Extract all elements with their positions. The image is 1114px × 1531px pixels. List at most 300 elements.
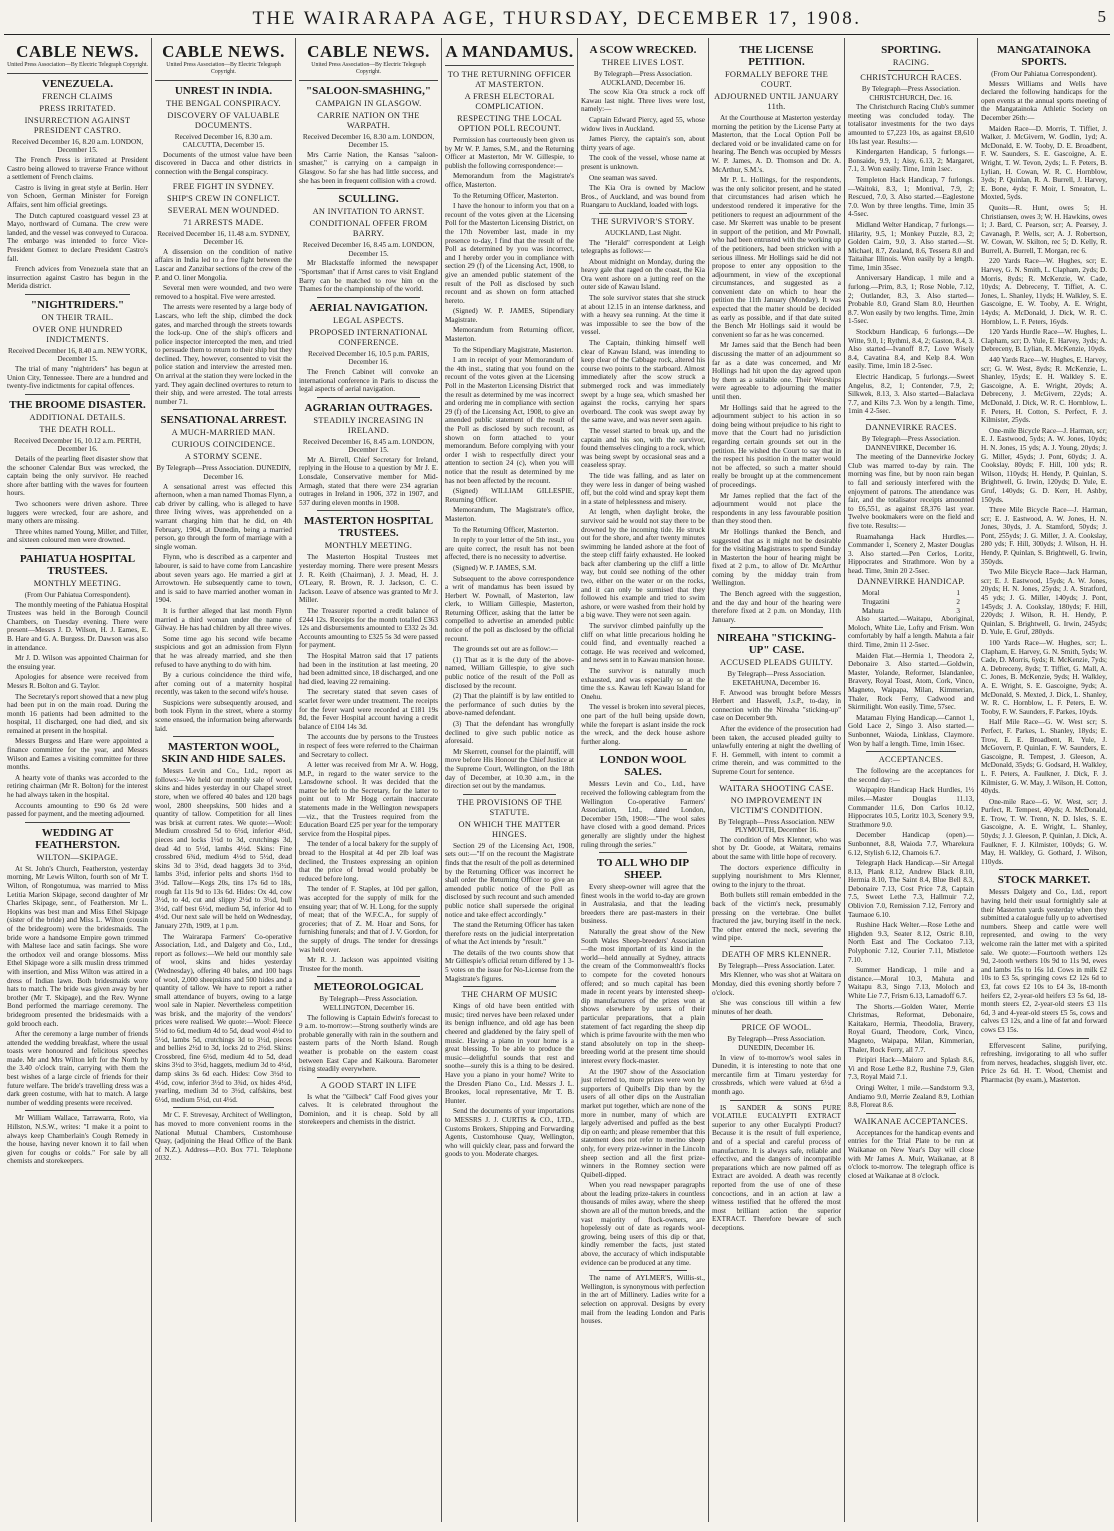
section-heading: CABLE NEWS.: [16, 42, 139, 61]
article-paragraph: About midnight on Monday, during the heavy gale that raged on the coast, the Kia Ora went ashore on a jutting reef on the outer side of Kawau Island.: [581, 257, 705, 292]
article-paragraph: The following is Captain Edwin's forecast to 9 a.m. to-morrow:—Strong southerly winds are probable generally with rain in the southern and eastern parts of the North Island. Rough weather is probable on the eastern coast between East Cape and Kaikoura. Barometer rising steadily everywhere.: [299, 1013, 438, 1074]
article-paragraph: Messrs Dalgety and Co., Ltd., report having held their usual fortnightly sale at their Masterton yards yesterday when they submitted a catalogue fully up to advertised numbers. Sheep and cattle were well represented, and owing to the very welcome rain the latter met with a spirited sale. We quote:—Fourtooth wethers 12s 9d, 2-tooth wethers 10s 9d to 11s 9d, ewes and lambs 15s to 16s 1d. Cows in milk £2 10s to £3 5s, springing cows £2 12s 6d to £3, fat cows £2 10s to £4 3s, 18-month heifers £2, 2-year-old heifers £3 5s 6d, 18-month steers £2, 2-year-old steers £3 11s 6d, 3 and 4-year-old steers £5 5s, cows and calves £3 12s, and a line of fat and forward cows £3 15s.: [981, 888, 1107, 1034]
dateline: Received December 16, 10.5 p.m. PARIS, December 16.: [307, 349, 430, 367]
article-subheading: FREE FIGHT IN SYDNEY.: [172, 181, 275, 191]
dateline: By Telegraph—Press Association. EKETAHUNA, December 16.: [727, 670, 826, 688]
article-paragraph: The Bench agreed with the suggestion, and the day and hour of the hearing were therefore fixed at 2 p.m. on Monday, 11th January.: [712, 590, 841, 624]
divider: [25, 1110, 130, 1111]
article-paragraph: After the ceremony a large number of friends attended the wedding breakfast, where the usual toasts were honoured and felicitous speeches made. Mr and Mrs Wilton left for the North by the 3.40 o'clock train, carrying with them the best wishes of a large circle of friends for their future welfare. The bride's travelling dress was a dark green costume, with hat to match. A large number of wedding presents were received.: [7, 1030, 148, 1107]
advertisement: Effervescent Saline, purifying, refreshing, invigorating to all who suffer from nerves, headaches, sluggish liver, etc. Price 2s 6d. H. T. Wood, Chemist and Pharmacist (by exam.), Masterton.: [981, 1041, 1107, 1084]
article-heading: MASTERTON WOOL, SKIN AND HIDE SALES.: [161, 741, 286, 766]
article-heading: UNREST IN INDIA.: [174, 84, 273, 97]
article-paragraph: Mr James replied that the fact of the adjournment would not place the respondents in any less favourable position than they stood then.: [712, 491, 841, 526]
article-subheading: A MUCH-MARRIED MAN.: [171, 428, 276, 438]
divider: [25, 822, 130, 823]
article-subheading: LEGAL ASPECTS.: [333, 315, 404, 325]
article-paragraph: To the Returning Officer, Masterton.: [453, 191, 559, 200]
article-subheading: SHIP'S CREW IN CONFLICT.: [166, 193, 281, 203]
article-paragraph: French advices from Venezuela state that an insurrection against Castro has begun in the Merida district.: [7, 265, 148, 291]
article-paragraph: Flynn, who is described as a carpenter and labourer, is said to have come from Lancashire about seven years ago. He married a girl at Arrowtown. He subsequently came to town, and is said to have married another woman in 1904.: [155, 553, 292, 605]
article-paragraph: Three whites named Young, Miller, and Tiller, and sixteen coloured men were drowned.: [7, 527, 148, 545]
advertisement: The name of AYLMER'S, Willis-st., Wellington, is synonymous with perfection in the art of Millinery. Ladies write for a selection on approval. Designs by every mail from the leading London and Paris houses.: [581, 1274, 705, 1326]
article-heading: NIREAHA "STICKING-UP" CASE.: [717, 632, 836, 657]
article-paragraph: Mr P. L. Hollings, for the respondents, was the only solicitor present, and he stated that circumstances had arisen which he understood rendered it imperative for the petitioners to request an adjournment of the case. Mr Skerrett was unable to be present in support of the petition, and Mr Pownall, who had been entrusted with the working up of the petitioners, had been stricken with a serious illness. Mr Hollings said he did not propose to enter any opposition to the adjournment, in view of the exceptional circumstances, and suggested as a convenient date on which to hear the petition the 11th January (Monday). It was expected that the matter should be decided as early as possible, and if that date suited the Bench Mr Hollings said it would be convenient so far as he was concerned.: [712, 176, 841, 339]
article-paragraph: Every sheep-owner will agree that the finest wools in the world to-day are grown in Australasia, and that the leading breeders there are past-masters in their business.: [581, 883, 705, 926]
placing: 2: [956, 598, 960, 607]
article-paragraph: Mr Blackstaffe informed the newspaper "Sportsman" that if Arnst cares to visit England Barry can be matched to row him on the Thames for the championship of the world.: [299, 259, 438, 294]
handicap-entry: 120 Yards Hurdle Race—W. Hughes, L. Clapham, scr; D. Yule, E. Harvey, 3yds; A. Debreceny, B. Lylian, R. McKenzie, 10yds.: [981, 328, 1107, 354]
article-heading: "SALOON-SMASHING,": [306, 84, 431, 97]
column-4: [442, 38, 578, 1522]
article-subheading: PROPOSED INTERNATIONAL CONFERENCE.: [309, 327, 428, 347]
divider: [463, 794, 556, 795]
dateline: By Telegraph—Press Association. CHRISTCHURCH, Dec. 16.: [861, 85, 961, 102]
divider: [173, 736, 274, 737]
result-row: [848, 589, 974, 598]
article-paragraph: The Kia Ora is owned by Maclow Bros., of Auckland, and was bound from Ruangaru to Auckland, loaded with logs.: [581, 184, 705, 210]
columns: [4, 35, 1110, 1522]
dateline: Received December 16, 8.20 a.m. LONDON, December 15.: [11, 137, 144, 155]
article-subheading: STEADILY INCREASING IN IRELAND.: [313, 415, 424, 435]
dateline: By Telegraph—Press Association. Later.: [718, 961, 835, 970]
divider: [25, 548, 130, 549]
article-paragraph: Some time ago his second wife became suspicious and got an admission from Flynn that he was already married, and she then refused to have anything to do with him.: [155, 634, 292, 669]
article-paragraph: Memorandum from Returning officer, Masterton.: [445, 326, 574, 344]
article-paragraph: Two schooners were driven ashore. Three luggers were wrecked, four are ashore, and many others are missing.: [7, 500, 148, 526]
article-subheading: PRESS IRRITATED.: [39, 103, 116, 113]
article-paragraph: The tender of F. Staples, at 10d per gallon, was accepted for the supply of milk for the ensuing year; that of W. H. Long, for the supply of meat; that of the W.F.C.A., for supply of groceries; that of Z. M. Hoar and Sons, for furnishing funerals; and that of J. V. Gordon, for the supply of drugs. The tender for dressings was held over.: [299, 885, 438, 954]
divider: [173, 1107, 274, 1108]
article-paragraph: Mrs Carrie Nation, the Kansas "saloon-smasher," is carrying on a campaign in Glasgow. So far she has had little success, and she has been in frequent collision with a crowd.: [299, 150, 438, 185]
article-heading: VENEZUELA.: [41, 77, 114, 90]
article-paragraph: Naturally the great show of the New South Wales Sheep-breeders' Association—the most important of its kind in the world—held annually at Sydney, attracts the cream of the Commonwealth's flocks to compete for the coveted honours offered; and so much capital has been made in recent years by interested sheep-dip manufacturers of the prizes won at shows elsewhere by users of their particular preparations, that a plain statement of fact regarding the sheep dip which is prime favourite with the men who stand absolutely on top in the sheep-breeding world at the present time should interest every flock-master.: [581, 928, 705, 1065]
article-subheading: MONTHLY MEETING.: [324, 541, 413, 551]
article-paragraph: The Captain, thinking himself well clear of Kawau Island, was intending to keep clear of the Cabbage rock, altered his course two points to the starboard. Almost immediately after the scow struck a submerged rock and was immediately swept by a huge sea, which smashed her against the rocks, carrying her spars overboard. The cook was swept away by the same wave, and was never seen again.: [581, 339, 705, 425]
divider: [173, 409, 274, 410]
article-paragraph: The survivor is naturally much exhausted, and was especially so at the time the s.s. Kawau left Kawau Island for Onehu.: [581, 667, 705, 701]
article-paragraph: Messrs Levin and Co., Ltd., have received the following cablegram from the Wellington Co-operative Farmers' Association, Ltd., dated London, December 15th, 1908:—"The wool sales have closed with a good demand. Prices generally are slightly under the highest ruling through the series.": [581, 780, 705, 849]
race-heading: DANNEVIRKE HANDICAP.: [857, 577, 965, 587]
result-table: [848, 589, 974, 615]
article-paragraph: The trial of many "nightriders" has begun at Union City, Tennessee. There are a hundred and twenty-five indictments for capital offences.: [7, 365, 148, 391]
article-heading: CHRISTCHURCH RACES.: [860, 73, 962, 82]
section-heading: CABLE NEWS.: [162, 42, 285, 61]
article-paragraph: The "Herald" correspondent at Leigh telegraphs as follows:—: [581, 238, 705, 256]
column-8: [978, 38, 1110, 1522]
article-paragraph: The stand the Returning Officer has taken therefore rests on the judicial interpretation of what the Act intends by "result.": [445, 921, 574, 947]
article-paragraph: The sole survivor states that she struck at about 12.15 in an intense darkness, and with a heavy sea running. At the time it was impossible to see the bow of the vessel.: [581, 294, 705, 337]
dateline: Received December 16, 8.30 a.m. LONDON, December 15.: [302, 132, 435, 150]
column-5: [578, 38, 709, 1522]
article-paragraph: (Signed) W. P. JAMES, Stipendiary Magistrate.: [445, 307, 574, 324]
article-paragraph: Apologies for absence were received from Messrs R. Bolton and G. Taylor.: [7, 673, 148, 690]
divider: [599, 1270, 687, 1271]
article-paragraph: A hearty vote of thanks was accorded to the retiring chairman (Mr R. Bolton) for the interest he had always taken in the hospital.: [7, 773, 148, 800]
divider: [999, 1038, 1089, 1039]
article-subheading: THREE LIVES LOST.: [601, 58, 685, 67]
handicap-entry: Quoits—R. Hunt, owes 5; H. Christiansen, owes 3; W. H. Hawkins, owes 1; J. Bard, C. Pearson, scr; A. Pearsey, J. Cavanagh, P. Wells, scr; A. J. Robertson, W. Cowan, W. Skilton, rec 5; D. Kelly, R. Burrell, A. Burrell, T. Morgan, rec 6.: [981, 203, 1107, 255]
article-subheading: ADJOURNED UNTIL JANUARY 11th.: [714, 92, 839, 111]
article-paragraph: At length, when daylight broke, the survivor said he would not stay there to be drowned by the incoming tide. He struck out for the shore, and after twenty minutes swimming he landed ashore at the foot of the steep cliff fairly exhausted. He looked back after clambering up the cliff a little way, but could see nothing of the other two, either on the water or on the rocks, and it can only be surmised that they followed his example and tried to swim ashore, or were washed from their hold by a big wave. They were not seen again.: [581, 508, 705, 620]
wire-credit: United Press Association—By Electric Telegraph Copyright.: [311, 62, 426, 75]
article-subheading: FORMALLY BEFORE THE COURT.: [724, 70, 829, 89]
article-paragraph: Castro is living in great style at Berlin. Herr von Schoen, German Minister for Foreign Affairs, sent him official greetings.: [7, 183, 148, 209]
race-result: Templeton Hack Handicap, 7 furlongs.—Waitoki, 8.3, 1; Montival, 7.9, 2; Rescued, 7.0, 3. Also started.—Eaglestone 7.0. Won by three lengths. Time, 1min 35 4-5sec.: [848, 175, 974, 219]
article-paragraph: (1) That as it is the duty of the above-named, William Gillespie, to give such public notice of the result of the Poll as disclosed by the recount.: [445, 655, 574, 690]
article-paragraph: Mr Skerrett, counsel for the plaintiff, will move before His Honour the Chief Justice at the Supreme Court, Wellington, on the 18th day of December, at 10.30 a.m., in the direction set out by the mandamus.: [445, 747, 574, 791]
article-paragraph: The Treasurer reported a credit balance of £244 12s. Receipts for the month totalled £363 12s and disbursements amounted to £332 2s 3d. Accounts amounting to £325 5s 3d were passed for payment.: [299, 607, 438, 650]
article-paragraph: The meeting of the Dannevirke Jockey Club was marred to-day by rain. The morning was fine, but by noon rain began to fall and seriously interfered with the enjoyment of patrons. The attendance was fair, and the totalisator receipts amounted to £6,551, as against £8,376 last year. Twelve bookmakers were on the field and five tote. Results:—: [848, 453, 974, 530]
article-heading: TO ALL WHO DIP SHEEP.: [596, 857, 690, 882]
race-result: Ruamahanga Hack Hurdles.—Commander 1, Scenery 2, Master Douglas 3. Also started.—Pen Cerlos, Loritz, Hippocrates and Strathmore. Won by a head. Time, 3min 20 2-5sec.: [848, 532, 974, 575]
divider: [25, 394, 130, 395]
article-paragraph: The Wairarapa Farmers' Co-operative Association, Ltd., and Dalgety and Co., Ltd., report as follows:—We held our monthly sale of wool, skins and hides yesterday (Wednesday), offering 40 bales, and 100 bags of wool, 2,000 sheepskins and 500 hides and a quantity of tallow. We have to report a rather small attendance of buyers, owing to a large wool sale in Napier. Nevertheless competition was brisk, and the majority of the vendors' prices were realised. We quote:—Wool: Fleece 5½d to 6d, medium 4d to 5d, dead wool 4½d to 5½d, lambs 5d, crutchings 3d to 3½d, pieces and bellies 2½d to 3d, locks 2d to 2½d. Skins: Crossbred, fine 6½d, medium 4d to 5d, dead skins 3½d to 3½d, haggets, medium 3d to 4½d, damp skins 3s 6d each. Hides: Cow 3½d to 4½d, cow, inferior 3½d to 3¾d, ox hides 4½d, yearling, medium 3d to 3½d, calfskins, best 6½d, medium 5½d, cut 4½d.: [155, 932, 292, 1104]
article-subheading: CURIOUS COINCIDENCE.: [171, 440, 276, 450]
article-heading: PRICE OF WOOL.: [741, 1023, 812, 1033]
correspondent-credit: (From Our Pahiatua Correspondent).: [24, 590, 131, 599]
article-paragraph: At St. John's Church, Featherston, yesterday morning, Mr Lewis Wilton, fourth son of Mr T. Wilton, of Rongotumua, was married to Miss Letitia Marion Skipage, second daughter of Mr Charles Skipage, senr., of Featherston. Mr L. Hopkins was best man and Miss Ethel Skipage (sister of the bride) and Miss L. Wilton (cousin of the bridegroom) were the bridesmaids. The bride wore a handsome Empire gown trimmed with Maltese lace and satin facings. She wore the orthodox veil and orange blossoms. Miss Ethel Skipage wore a silk muslin dress trimmed with insertion, and Miss Wilton was attired in a dress of Indian lawn. Both bridesmaids wore hats to match. The bride was given away by her brother (Mr T. Skipage), and the Rev. Wynne Bond performed the marriage ceremony. The bridegroom presented the bridesmaids with a gold brooch each.: [7, 864, 148, 1028]
article-subheading: THE SURVIVOR'S STORY.: [591, 216, 695, 226]
advertisement-heading: THE CHARM OF MUSIC: [461, 990, 558, 1000]
article-paragraph: A sensational arrest was effected this afternoon, when a man named Thomas Flynn, a cab driver by calling, who is alleged to have three living wives, was apprehended on a warrant charging him that he did, on 4th February, 1904, at Dunedin, being a married person, go through the form of marriage with a single woman.: [155, 482, 292, 551]
article-paragraph: Subsequent to the above correspondence a writ of mandamus has been issued by Herbert W. Pownall, of Masterton, law clerk, to William Gillespie, Masterton, Returning Officer, asking that the latter be compelled to advertise an amended public notice of the poll as disclosed by the official recount.: [445, 574, 574, 643]
placing: 1: [956, 589, 960, 598]
article-paragraph: Memorandum, The Magistrate's office, Masterton.: [445, 506, 574, 523]
dateline: By Telegraph—Press Association. DANNEVIRKE, December 16.: [861, 434, 961, 452]
acceptance-entry: Telegraph Hack Handicap.—Sir Artegal 8.13, Plank 8.12, Andrew Black 8.10, Hermia 8.10, The Saint 8.4, Blue Bell 8.3, Debonaire 7.13, Cost Price 7.8, Captain 7.5, Sweet Lethe 7.3, Hallmuir 7.2, Oblivion 7.0, Remission 7.12, Ferrory and Taumaoe 6.10.: [848, 859, 974, 919]
article-subheading: A FRESH ELECTORAL COMPLICATION.: [464, 92, 555, 111]
article-paragraph: Mr James said that the Bench had been discussing the matter of an adjournment so far as a date was concerned, and Mr Hollings had hit upon the day agreed upon by them as a suitable one. Their Worships were agreeable to adjourning the matter until then.: [712, 341, 841, 401]
dateline: By Telegraph—Press Association. AUCKLAND, December 16.: [593, 70, 693, 87]
race-result: Matamau Flying Handicap.—Cannot 1, Gold Lace 2, Singo 3. Also started.—Sunbonnet, Waioda, Linklass, Claymore. Won by half a length. Time, 1min 16sec.: [848, 713, 974, 748]
dateline: By Telegraph—Press Association. WELLINGTON, December 16.: [319, 995, 418, 1012]
article-paragraph: Section 29 of the Licensing Act, 1908, sets out:—"If on the recount the Magistrate finds that the result of the poll as determined by the Returning Officer was incorrect he shall order the Returning Officer to give an amended public notice of the Poll as disclosed by such recount and such amended public notice shall supersede the original notice and take effect accordingly.": [445, 841, 574, 919]
article-subheading: INSURRECTION AGAINST PRESIDENT CASTRO.: [24, 115, 131, 135]
article-heading: WAIKANAE ACCEPTANCES.: [853, 1116, 969, 1126]
race-result: Midland Welter Handicap, 7 furlongs.—Hilarity, 9.5, 1; Monkey Puzzle, 8.3, 2; Golden Cairn, 9.0, 3. Also started.—St. Michael, 8.7, Zealand, 8.6, Tessera 8.0 and Taitaihar Illinois. Won easily by a length. Time, 1min 35sec.: [848, 220, 974, 272]
article-paragraph: The doctors experience difficulty in supplying nourishment to Mrs Klenner, owing to the injury to the throat.: [712, 863, 841, 889]
result-row: [848, 598, 974, 607]
divider: [866, 419, 956, 420]
advertisement: IS SANDER & SONS PURE VOLATILE EUCALYPTI EXTRACT superior to any other Eucalypti Product? Because it is the result of full experience, and of a special and careful process of manufacture. It is always safe, reliable and effective, and the dangers of incompatible preparations which are now palmed off as Extract are avoided. A death was recently reported from the use of one of these concoctions, and in an action at law a witness testified that he offered the most most brilliant action the superior EXTRACT. Therefore beware of such deceptions.: [712, 1103, 841, 1232]
divider: [25, 294, 130, 295]
divider: [317, 976, 420, 977]
dateline: By Telegraph—Press Association. NEW PLYMOUTH, December 16.: [718, 817, 835, 835]
article-paragraph: The Christchurch Racing Club's summer meeting was concluded today. The totalisator investments for the two days amounted to £7,223 10s, as against £8,610 10s last year. Results:—: [848, 103, 974, 146]
article-paragraph: To the Stipendiary Magistrate, Masterton.: [453, 345, 574, 354]
article-paragraph: I have the honour to inform you that on a recount of the votes given at the Licensing Poll for the Masterton Licensing District, on the 17th November last, made in my presence to-day, I find that the result of the Poll as determined by you was incorrect, and I hereby order you in compliance with section 29 (f) of the Licensing Act, 1908, to give an amended public statement of the result of the Poll as disclosed by such recount and as shown on form attached hereto.: [445, 202, 574, 305]
article-subheading: ADDITIONAL DETAILS.: [29, 412, 126, 422]
article-paragraph: Mr J. D. Wilson was appointed Chairman for the ensuing year.: [7, 654, 148, 671]
article-paragraph: The details of the two counts show that Mr Gillespie's official return differed by 1 3-5 votes on the issue for No-License from the Magistrate's figures.: [445, 948, 574, 983]
section-heading: CABLE NEWS.: [307, 42, 430, 61]
race-result: Also started.—Waitapu, Aboriginal, Moloch, White Lie, Lofty and Frism. Won comfortably by half a length. Mahuta a fair third. Time, 2min 11 2-5sec.: [848, 615, 974, 650]
article-subheading: THE DEATH ROLL.: [39, 424, 116, 434]
divider: [730, 946, 823, 947]
divider: [317, 1077, 420, 1078]
article-heading: DEATH OF MRS KLENNER.: [721, 949, 832, 959]
article-subheading: ON WHICH THE MATTER HINGES.: [458, 819, 561, 839]
article-subheading: 71 ARRESTS MADE.: [183, 217, 264, 227]
column-7: [845, 38, 978, 1522]
article-heading: METEOROLOGICAL: [313, 981, 424, 994]
article-paragraph: Mr Hollings thanked the Bench, and suggested that as it might not be desirable for the visiting Magistrates to spend Sunday in Masterton the hour of hearing might be fixed at 2 p.m., to allow of Dr. McArthur coming by the midday train from Wellington.: [712, 527, 841, 588]
article-subheading: AN INVITATION TO ARNST.: [312, 207, 425, 217]
article-paragraph: Mr R. J. Jackson was appointed visiting Trustee for the month.: [299, 956, 438, 973]
article-paragraph: The monthly meeting of the Pahiatua Hospital Trustees was held in the Borough Council Chambers, on Tuesday evening. There were present—Messrs J. D. Wilson, H. J. Eames, E. B. Hare and G. A. Burgess. Dr. Dawson was also in attendance.: [7, 600, 148, 652]
handicap-entry: One-mile Race—G. W. West, scr; J. Purfect, R. Tempest, 40yds; A. McDonald, E. Trow, T. W. Trenn, N. D. Isles, S. E. Gascoigne, A. E. Wright, L. Shanley, 50yds; J. J. Gleeson, P. Quinlan, J. Dick, A. Faulkner, F. J. Kilmister, 100yds; G. W. May, H. Walkley, G. Gothard, J. Wilson, 110yds.: [981, 797, 1107, 866]
divider: [7, 73, 148, 74]
article-paragraph: Several men were wounded, and two were removed to a hospital. Five were arrested.: [155, 284, 292, 301]
article-heading: WAITARA SHOOTING CASE.: [719, 783, 834, 793]
dateline: AUCKLAND, Last Night.: [604, 228, 682, 237]
divider: [195, 179, 252, 180]
article-paragraph: The Masterton Hospital Trustees met yesterday morning. There were present Messrs J. R. Keith (Chairman), J. J. Mead, H. J. O'Leary, R. Brown, R. J. Jackson, C. C. Jackson. Leave of absence was granted to Mr J. Miller.: [299, 553, 438, 605]
article-paragraph: The tender of a local bakery for the supply of bread to the Hospital at 4d per 2lb loaf was declined, the Trustees expressing an opinion that the price of bread would probably be reduced before long.: [299, 840, 438, 883]
article-heading: SENSATIONAL ARREST.: [160, 414, 287, 427]
handicap-entry: Two Mile Bicycle Race—Jack Harman, scr; E. J. Eastwood, 15yds; A. W. Jones, 20yds; H. N. Jones, 25yds; J. A. Stratford, 45 yds; J. G. Miller, 140yds; J. Pont, 145yds; J. A. Cookslay, 180yds; F. Hill, 220yds; J. Wilson, R. H. Hendy, P. Quinlan, S. Brightwell, G. Irwin, 245yds; D. Yule, E. Gruf, 280yds.: [981, 568, 1107, 637]
article-paragraph: The following are the acceptances for the second day:—: [848, 767, 974, 784]
page-number: 5: [1097, 7, 1106, 26]
article-heading: MASTERTON HOSPITAL TRUSTEES.: [303, 515, 434, 540]
dateline: Received December 16, 8.45 a.m. LONDON, December 15.: [302, 437, 435, 455]
article-paragraph: Accounts amounting to £90 6s 2d were passed for payment, and the meeting adjourned.: [7, 801, 148, 819]
divider: [999, 869, 1089, 870]
article-subheading: CARRIE NATION ON THE WARPATH.: [317, 110, 420, 130]
article-paragraph: Permission has courteously been given us by Mr W. P. James, S.M., and the Returning Officer at Masterton, Mr W. Gillespie, to publish the following correspondence:—: [445, 136, 574, 170]
article-subheading: ON THEIR TRAIL.: [41, 312, 114, 322]
article-paragraph: Captain Edward Piercy, aged 55, whose widow lives in Auckland.: [581, 115, 705, 133]
race-result: Kindergarten Handicap, 5 furlongs.—Bonsaide, 9.9, 1; Aisy, 6.13, 2; Margaret, 7.1, 3. Won easily. Time, 1min 1sec.: [848, 148, 974, 174]
divider: [866, 1113, 956, 1114]
acceptance-entry: Rushine Hack Welter.—Rose Lethe and Highden 9.3, Seater 8.12, Ostric 8.10, North East and The Cockatoo 7.13, Polyphonic 7.12, Courier 7.11, Mistletoe 7.10.: [848, 921, 974, 964]
article-paragraph: The secretary stated that seven cases of scarlet fever were under treatment. The receipts for the fever ward were recorded at £181 19s 8d, the Fever Hospital account having a credit balance of £104 14s 3d.: [299, 688, 438, 731]
article-paragraph: The Dutch captured coastguard vessel 23 at Mayo, northward of Cumana. The crew were landed, and the vessel was conveyed to Curacoa. The embargo was intended to force Vice-President Gomez to declare President Castro's fall.: [7, 211, 148, 263]
race-result: Electric Handicap, 5 furlongs.—Sweet Angelus, 8.2, 1; Contender, 7.9, 2; Silkwek, 8.13, 3. Also started—Balaclava 7.7, and Kilts 7.3. Won by a length. Time, 1min 4 2-5sec.: [848, 373, 974, 416]
article-heading: A SCOW WRECKED.: [589, 44, 697, 56]
dateline: Received December 16, 11.48 a.m. SYDNEY, December 16.: [157, 229, 290, 247]
acceptance-entry: The Shorts.—Golden Water, Merrie Christmas, Reformat, Debonaire, Kaitakaro, Hermia, Theodolia, Bravery, Royal Guard, Theodore, Cork, Vinco, Magneto, Waipapa, Milan, Kimmerian, Thaler, Rock Ferry, all 7.7.: [848, 1002, 974, 1054]
advertisement: Mr William Wallace, Tarrawarra, Roto, via Hillston, N.S.W., writes: "I make it a point to always keep Chamberlain's Cough Remedy in the house, having never known it to fail when given for coughs or colds." For sale by all chemists and storekeepers.: [7, 1114, 148, 1166]
divider: [299, 80, 438, 81]
article-paragraph: Documents of the utmost value have been discovered in Dacca and other districts in connection with the Bengal conspiracy.: [155, 150, 292, 176]
article-paragraph: James Piercy, the captain's son, about thirty years of age.: [581, 135, 705, 152]
column-1: [4, 38, 152, 1522]
article-paragraph: The vessel is broken into several pieces, one part of the hull being upside down, while the forepart is aslant inside the rock the wreck, and the deck house ashore further along.: [581, 703, 705, 746]
divider: [317, 297, 420, 298]
article-paragraph: Messrs Levin and Co., Ltd., report as follows:—We held our monthly sale of wool, skins and hides yesterday in our Chapel street store, when we offered 40 bales and 120 bags wool, 2800 sheepskins, 500 hides and a quantity of tallow. Competition for all lines was brisk at current rates. We quote:—Wool: Medium crossbred 5d to 6½d, inferior 4½d, pieces and locks 1½d to 3d, crutchings 3d, dead 4d to 5½d, lambs 4½d. Skins: Fine crossbred 6¾d, medium 4½d to 5½d, dead skins 3d to 3½d, dead haggets 3d to 3½d, lambs 3½d, inferior pelts and shorts 1½d to 3½d. Tallow—Kegs 20s, tins 17s 6d to 18s, rough fat 11s 9d to 13s 6d. Hides: Ox 4d, cow 3½d, to 4d, cut and slippy 2½d to 3½d, bull 3½d, calf best 6½d, medium 5d, inferior 4d to 4½d. Our next sale will be held on Wednesday, January 27th, 1909, at 1 p.m.: [155, 767, 292, 930]
article-heading: AGRARIAN OUTRAGES.: [304, 401, 433, 414]
column-3: [296, 38, 442, 1522]
advertisement: Mr C. F. Strevesay, Architect of Wellington, has moved to more convenient rooms in the National Mutual Chambers, Customhouse Quay, (adjoining the Head Office of the Bank of N.Z.). Address—P.O. Box 771. Telephone 2032.: [155, 1111, 292, 1163]
placing: 3: [956, 606, 960, 615]
article-paragraph: The French Press is irritated at President Castro being allowed to traverse France without a settlement of French claims.: [7, 155, 148, 182]
article-paragraph: The French Cabinet will convoke an international conference in Paris to discuss the legal aspects of aerial navigation.: [299, 367, 438, 394]
article-heading: WEDDING AT FEATHERSTON.: [35, 826, 120, 851]
handicap-entry: Half Mile Race—G. W. West scr; S. Perfect, F. Parkes, L. Shanley, 18yds; E. Trow, E. E. Broadbent, R. Yule, J. McGovern, P. Quinlan, F. W. Saunders, E. Gascoigne, R. Tempest, J. Gleeson, A. McDonald, 35yds; G. Godsard, H. Walkley, L. F. Peters, A. Faulkner, J. Dick, F. J. Kilmister, G. W. May, J. Wilson, H. Cotton, 40yds.: [981, 718, 1107, 796]
article-paragraph: The tide was falling, and as later on they were less in danger of being washed off, but the cold wind and spray kept them in a state of helplessness and misery.: [581, 471, 705, 506]
article-paragraph: By a curious coincidence the third wife, after coming out of a maternity hospital recently, was taken to the second wife's house.: [155, 671, 292, 697]
wire-credit: United Press Association—By Electric Telegraph Copyright.: [166, 62, 281, 75]
horse-name: Mahuta: [862, 606, 884, 615]
article-paragraph: It is further alleged that last month Flynn married a third woman under the name of Gilway. He has had children by all three wives.: [155, 606, 292, 633]
column-6: [709, 38, 845, 1522]
newspaper-title: THE WAIRARAPA AGE, THURSDAY, DECEMBER 17, 1908.: [252, 8, 862, 29]
correspondent-credit: (From Our Pahiatua Correspondent).: [991, 70, 1097, 78]
article-heading: MANGATAINOKA SPORTS.: [997, 44, 1091, 68]
article-paragraph: (3) That the defendant has wrongfully declined to give such public notice as aforesaid.: [445, 720, 574, 746]
article-paragraph: Suspicions were subsequently aroused, and both took Flynn in the street, where a stormy scene ensued, the information being afterwards laid.: [155, 698, 292, 733]
article-paragraph: Mrs Klenner, who was shot at Waitara on Monday, died this evening shortly before 7 o'clock.: [712, 971, 841, 997]
dateline: Received December 16, 8.45 a.m. LONDON, December 15.: [302, 241, 435, 258]
handicap-entry: Three Mile Bicycle Race—J. Harman, scr; E. J. Eastwood, A. W. Jones, H. N. Jones, 30yds, J. A. Stamford, 50yds; J. Pont, 255yds; J. G. Miller, J. A. Cookslay, 280 yds; F. Hill, 300yds; J. Wilson, H. H. Hendy, P. Quinlan, S. Brightwell, G. Irwin, 350yds.: [981, 506, 1107, 566]
newspaper-page: [4, 4, 1110, 1523]
advertisement: Kings of old have been entitled with music; tired nerves have been relaxed under its benign influence, and old age has been cheered and gladdened by the fairy spell of music. Having a piano in your home is a great blessing. To be able to produce the music—delightful sounds that rest and soothe—surely this is a thing to be desired. Have you a piano in your home? Write to the Dresden Piano Co., Ltd. Messrs J. L. Brookes, local representative, Mr T. B. Hunter.: [445, 1002, 574, 1105]
divider: [866, 751, 956, 752]
acceptance-entry: Waipapiro Handicap Hack Hurdles, 1½ miles.—Master Douglas 11.13, Commander 11.6, Don Carlos 10.12, Hippocrates 10.5, Loritz 10.3, Scenery 9.9, Strathmore 9.0.: [848, 786, 974, 829]
dateline: By Telegraph—Press Association. DUNEDIN, December 16.: [727, 1035, 826, 1053]
article-heading: AERIAL NAVIGATION.: [309, 301, 428, 314]
article-paragraph: She was conscious till within a few minutes of her death.: [712, 999, 841, 1016]
article-subheading: NO IMPROVEMENT IN VICTIM'S CONDITION.: [730, 795, 823, 815]
advertisement: Is what the "Gilbeck" Calf Food gives your calves. It is celebrated throughout the Dominion, and it is cheap. Sold by all storekeepers and chemists in the district.: [299, 1092, 438, 1127]
article-subheading: RESPECTING THE LOCAL OPTION POLL RECOUNT.: [457, 114, 562, 133]
result-row: [848, 607, 974, 616]
article-paragraph: A dissension on the condition of native affairs in India led to a free fight between the Lascar and Zanzibar sections of the crew of the P. and O. liner Mongolia.: [155, 247, 292, 282]
divider: [599, 749, 687, 750]
divider: [599, 852, 687, 853]
article-paragraph: The Secretary's report showed that a new plug had been put in on the main road. During the month 16 patients had been admitted to the hospital, 11 discharged, one had died, and six remained at present in the hospital.: [7, 692, 148, 735]
article-heading: ACCEPTANCES.: [878, 755, 944, 765]
article-paragraph: Acceptances for the handicap events and entries for the Trial Plate to be run at Waikanae on New Year's Day will close with Mr James A. Muir, Waikanae, at 8 o'clock to-morrow. The telegraph office is closed at Waikanae at 8 o'clock.: [848, 1128, 974, 1180]
divider: [730, 1100, 823, 1101]
article-paragraph: Mr Hollings said that he agreed to the adjournment subject to his action in so doing being without prejudice to his right to move that the Court had no jurisdiction regarding certain grounds set out in the petition. He wished the Court to say that in the respect his position in the matter would not be affected, so such a matter should really be brought up at the commencement of proceedings.: [712, 403, 841, 489]
article-subheading: FRENCH CLAIMS: [42, 91, 113, 101]
dateline: Received December 16, 8.30 a.m. CALCUTTA, December 15.: [174, 132, 273, 150]
article-paragraph: The accounts due by persons to the Trustees in respect of fees were referred to the Chairman and Secretary to collect.: [299, 733, 438, 759]
article-subheading: WILTON—SKIPAGE.: [36, 852, 119, 862]
article-paragraph: The scow Kia Ora struck a rock off Kawau last night. Three lives were lost, namely:—: [581, 88, 705, 114]
article-heading: PAHIATUA HOSPITAL TRUSTEES.: [19, 552, 136, 577]
article-heading: A MANDAMUS.: [445, 42, 574, 61]
article-paragraph: The cook of the vessel, whose name at present is unknown.: [581, 154, 705, 171]
article-heading: DANNEVIRKE RACES.: [865, 422, 957, 432]
handicap-entry: 440 Yards Race—W. Hughes, E. Harvey, scr; G. W. West, 8yds; R. McKenzie, L. Shanley, 15yds; E. H. Walkley S. E. Gascoigne, A. E. Wright, 20yds; A. Debreceny, J. McGivern, 22yds; A. McDonald, J. Dick, W. R. C. Hornblow, L. F. Peters, H. Cotton, S. Perfect, F. J. Kilmister, 25yds.: [981, 356, 1107, 425]
article-heading: THE BROOME DISASTER.: [9, 398, 146, 411]
article-paragraph: Messrs Williams and Wells have declared the following handicaps for the open events at the annual sports meeting of the Mangatainoka Athletic Society on December 26th:—: [981, 79, 1107, 122]
handicap-entry: Maiden Race—D. Morris, T. Tiffiet, J. Walker, J. McGivern, W. Godlin, 1yd; A. McDonald, E. W. Tooby, D. E. Broadbent, F. W. Saunders, S. E. Gascoigne, A. E. Wright, T. W. Tevon, 2yds; L. F. Peters, B. Lylian, H. Cowan, W. R. C. Hornblow, 3yds; P. Quinlan, R. A. Burrell, J. Harvey, E. Bone, 4yds; F. Moir, I. Smeaton, L. Moxted, 5yds.: [981, 124, 1107, 202]
acceptance-entry: Summer Handicap, 1 mile and a distance.—Moral 10.3, Mahuta and Waitapu 8.3, Singo 7.13, Moloch and White Lie 7.7, Frism 6.13, Lamadoff 6.7.: [848, 966, 974, 1000]
article-subheading: CAMPAIGN IN GLASGOW.: [315, 98, 422, 108]
article-subheading: SEVERAL MEN WOUNDED.: [167, 205, 280, 215]
handicap-entry: 220 Yards Race—W. Hughes, scr; E. Harvey, G. N. Smith, L. Clapham, 2yds; D. Morris, 8yds; R. McKenzie, W. Cade, 10yds; A. Debreceny, T. Tiffiet, A. C. Jones, L. Shanley, 11yds; H. Walkley, S. E. Gascoigne, E. W. Tooby, A. E. Wright, 14yds; A. McDonald, J. Dick, W. R. C. Hornblow, L. F. Peters, 16yds.: [981, 257, 1107, 326]
column-2: [152, 38, 296, 1522]
wire-credit: United Press Association—By Electric Telegraph Copyright.: [7, 62, 148, 68]
article-subheading: MONTHLY MEETING.: [33, 578, 122, 588]
dateline: Received December 16, 8.40 a.m. NEW YORK, December 15.: [7, 346, 148, 364]
article-subheading: THE PROVISIONS OF THE STATUTE.: [456, 797, 563, 817]
masthead: [4, 4, 1110, 35]
article-paragraph: One seaman was saved.: [589, 173, 658, 182]
divider: [155, 80, 292, 81]
article-paragraph: When you read newspaper paragraphs about the leading prize-takers in countless thousands of miles away, where the sheep shown are all of the mutton breeds, and the vast majority of flock-owners, are hopelessly out of date as regards wool-growing, being users of this dip or that, kindly remember the facts, just stated above, the accuracy of which indisputable evidence can be produced at any time.: [581, 1181, 705, 1267]
article-paragraph: F. Atwood was brought before Messrs Herbert and Haswell, J.s.P., to-day, in connection with the Nireaha "sticking-up" case on December 9th.: [712, 688, 841, 723]
divider: [317, 397, 420, 398]
article-subheading: A STORMY SCENE.: [184, 452, 263, 462]
divider: [730, 780, 823, 781]
article-paragraph: In view of to-morrow's wool sales in Dunedin, it is interesting to note that one mercantile firm at Timaru yesterday for crossbreds, which were valued at 6½d a month ago.: [712, 1053, 841, 1096]
advertisement-heading: A GOOD START IN LIFE: [320, 1080, 417, 1090]
article-paragraph: In reply to your letter of the 5th inst., you are quite correct, the result has not been affected, there is no necessity to advertise.: [445, 536, 574, 562]
section-heading: SPORTING.: [881, 44, 941, 56]
divider: [730, 627, 823, 628]
horse-name: Trugazini: [862, 598, 890, 607]
divider: [463, 986, 556, 987]
article-paragraph: After the evidence of the prosecution had been taken, the accused pleaded guilty to unlawfully entering at night the dwelling of F. H. Gemmell, with intent to commit a crime therein, and was committed to the Supreme Court for sentence.: [712, 725, 841, 776]
article-paragraph: The condition of Mrs Klenner, who was shot by Dr. Goode, at Waitara, remains about the same with little hope of recovery.: [712, 835, 841, 861]
article-paragraph: (Signed) WILLIAM GILLESPIE, Returning Officer.: [445, 487, 574, 504]
article-paragraph: The survivor climbed painfully up the cliff on what little precarious holding he could find, and eventually reached a cottage. He was received and welcomed, and news sent in to Kawau mansion house.: [581, 622, 705, 665]
article-paragraph: The arrests were resented by a large body of Lascars, who left the ship, climbed the dock gates, and marched through the streets towards the lock-up. One of the ship's officers and police inspector intercepted the men, and tried to persuade them to return to their ship but they declined. They, however, consented to visit the police station and interview the arrested men. On arrival at the station they were locked in the yard. They again declined overtures to return to their ship, and were arrested. The total arrests number 71.: [155, 303, 292, 406]
article-subheading: THE BENGAL CONSPIRACY.: [166, 98, 281, 108]
article-subheading: CONDITIONAL OFFER FROM BARRY.: [309, 219, 428, 239]
dateline: By Telegraph—Press Association. DUNEDIN, December 16.: [156, 464, 291, 482]
article-paragraph: Both bullets still remain embedded in the back of the victim's neck, presumably pressing on the vertebrae. One bullet fractured the jaw, burying itself in the neck. The other entered the neck, severing the wind pipe.: [712, 891, 841, 943]
divider: [445, 65, 574, 66]
advertisement: Send the documents of your importations to MESSRS J. J. CURTIS & CO., LTD., Customs Brokers, Shipping and Forwarding Agents, Customhouse Quay, Wellington, who will quickly clear, pass and forward the goods to you. Moderate charges.: [445, 1107, 574, 1159]
race-result: Stockburn Handicap, 6 furlongs.—De Witte, 9.0, 1; Rythmi, 8.4, 2; Gaston, 8.4, 3. Also started—Ivanoff 8.7, Love Wisely 8.4, Cavatina 8.4, and Kelp 8.4. Won easily. Time, 1min 18 2-5sec.: [848, 328, 974, 371]
acceptance-entry: Piripiri Hack—Maioro and Splash 8.6, Vi and Rose Lethe 8.2, Rushine 7.9, Glen 7.3, Royal Maid 7.1.: [848, 1056, 974, 1082]
article-subheading: ACCUSED PLEADS GUILTY.: [720, 658, 833, 668]
dateline: Received December 16, 10.12 a.m. PERTH, December 16.: [14, 436, 141, 454]
article-paragraph: The Hospital Matron said that 17 patients had been in the institution at last meeting, 20 had been admitted since, 18 discharged, and one had died, leaving 22 remaining.: [299, 651, 438, 686]
horse-name: Moral: [862, 589, 880, 598]
article-heading: SCULLING.: [338, 193, 399, 206]
article-heading: STOCK MARKET.: [997, 874, 1091, 887]
article-paragraph: To the Returning Officer, Masterton.: [453, 525, 559, 534]
acceptance-entry: December Handicap (open).—Sunbonnet, 8.8, Waioda 7.7, Wharekura 6.12, Stylish 6.12, Chamois 6.7.: [848, 831, 974, 857]
race-result: Maiden Flat.—Hermia 1, Theodora 2, Debonaire 3. Also started.—Goldwin, Master, Yolande, Reformer, Islandanlee, Bravery, Royal Toast, Atom, Cork, Vinco, Magneto, Waipapa, Milan, Kimmerian, Thaler, Rock Ferry, Cadwood and Skirmilight. Won easily. Time, 57sec.: [848, 651, 974, 712]
article-heading: LONDON WOOL SALES.: [599, 754, 687, 779]
divider: [888, 70, 934, 71]
handicap-entry: 100 Yards Race—W. Hughes, scr; L. Clapham, E. Harvey, G. N. Smith, 5yds; W. Cade, D. Morris, 6yds; R. McKenzie, 7yds; A. Debreceny, 8yds; T. Tiffiet, G. Mall, A. C. Jones, B. McKenzie, 9yds; H. Walkley, A. E. Wright, S. E. Gascoigne, 9yds; A. McDonald, S. Mexted, J. Dick, L. Shanley, W. R. C. Hornblow, L. F. Peters, E. W. Tooby, F. W. Saunders, F. Parkes, 10yds.: [981, 639, 1107, 716]
article-paragraph: Memorandum from the Magistrate's office, Masterton.: [445, 172, 574, 189]
acceptance-entry: Oringi Welter, 1 mile.—Sandstorm 9.3, Andiamo 9.0, Merrie Zealand 8.9, Lothian 8.8, Floreat 8.6.: [848, 1083, 974, 1110]
divider: [599, 213, 687, 214]
divider: [730, 1019, 823, 1020]
article-paragraph: (2) That the plaintiff is by law entitled to the performance of such duties by the above-named defendant.: [445, 692, 574, 718]
article-paragraph: At the Courthouse at Masterton yesterday morning the petition by the License Party at Masterton, that the Local Option Poll be declared void or be invalidated came on for hearing. The Bench was occupied by Messrs W. P. James, A. D. Thomson and Dr. A. McArthur, S.M.'s.: [712, 114, 841, 174]
article-heading: "NIGHTRIDERS.": [30, 298, 125, 311]
article-paragraph: (Signed) W. P. JAMES, S.M.: [453, 563, 537, 572]
article-subheading: OVER ONE HUNDRED INDICTMENTS.: [32, 324, 123, 344]
article-paragraph: A letter was received from Mr A. W. Hogg, M.P., in regard to the water service to the Lansdowne school. It was decided that the matter be left to the Secretary, for the latter to point out to Mr Hogg certain inaccurate statements made in the Wellington newspapers—viz., that the Trustees required from the Education Board £25 per year for the temporary service from the Hospital pipes.: [299, 761, 438, 838]
article-subheading: TO THE RETURNING OFFICER AT MASTERTON.: [447, 70, 572, 89]
handicap-entry: One-mile Bicycle Race—J. Harman, scr; E. J. Eastwood, 5yds; A. W. Jones, 10yds; H. N. Jones, 15 yds; A. J. Young, 20yds; J. G. Miller, 45yds; J. Pont, 60yds; J. A. Cookslay, 80yds; F. Hill, 100 yds; R. Wilson, 110yds; H. Hendy, P. Quinlan, S. Brightwell, G. Irwin, 120yds; D. Yule, E. Gruf, 140yds; G. D. Kerr, H. Ashby, 150yds.: [981, 426, 1107, 504]
article-paragraph: The vessel started to break up, and the captain and his son, with the survivor, found themselves clinging to a rock, which was being swept by occasional seas and a ceaseless spray.: [581, 426, 705, 470]
divider: [317, 188, 420, 189]
article-heading: THE LICENSE PETITION.: [739, 44, 814, 68]
article-paragraph: Messrs Burgess and Hare were appointed a finance committee for the year, and Messrs Wilson and Eames a visiting committee for three months.: [7, 737, 148, 772]
article-paragraph: Details of the pearling fleet disaster show that the schooner Calendar Bux was wrecked, the captain being the only survivor. He reached shore after battling with the waves for fourteen hours.: [7, 455, 148, 498]
article-paragraph: At the 1907 show of the Association just referred to, more prizes were won by supporters of Quibell's Dip than by the users of all other dips on the Australian market put together, which are none of the more in number, many of which are largely advertised and puffed as the best dip on earth; and please remember that this statement does not refer to merino sheep only, for every prize-winner in the Lincoln sheep section and all the first prize-winners in the Romney section were Quibell-dipped.: [581, 1067, 705, 1179]
article-subheading: DISCOVERY OF VALUABLE DOCUMENTS.: [167, 110, 280, 130]
section-subheading: RACING.: [892, 58, 930, 67]
divider: [317, 510, 420, 511]
article-paragraph: The grounds set out are as follow:—: [453, 645, 558, 654]
race-result: Anniversary Handicap, 1 mile and a furlong.—Prim, 8.3, 1; Rose Noble, 7.12, 2; Outlander, 8.3, 3. Also started—Probable 8.0, Grand Slam 8.0, Heurthen 8.7. Won easily by two lengths. Time, 2min 1-5sec.: [848, 274, 974, 326]
article-paragraph: Mr A. Birrell, Chief Secretary for Ireland, replying in the House to a question by Mr J. E. Lonsdale, Conservative member for Mid-Armagh, stated that there were 234 agrarian outrages in Ireland in 1906, 372 in 1907, and 537 during eleven months in 1908.: [299, 455, 438, 507]
